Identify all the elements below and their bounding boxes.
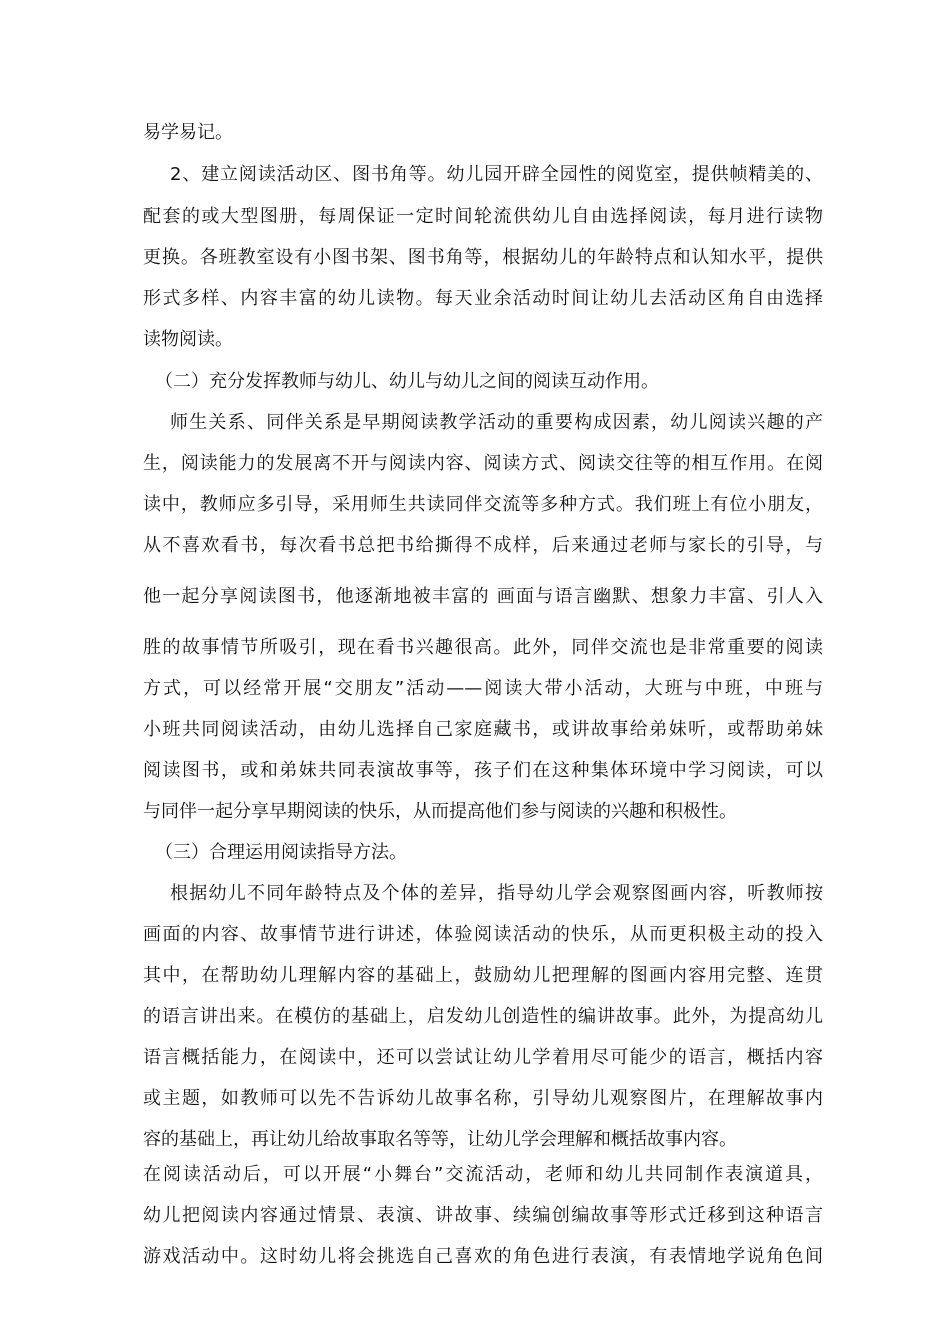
text-line: 幼儿把阅读内容通过情景、表演、讲故事、续编创编故事等形式迁移到这种语言 [143,1205,823,1226]
section-heading: （三）合理运用阅读指导方法。 [155,842,407,863]
text-line: 画面的内容、故事情节进行讲述，体验阅读活动的快乐，从而更积极主动的投入 [143,924,823,945]
text-line: 读中，教师应多引导，采用师生共读同伴交流等多种方式。我们班上有位小朋友， [143,494,823,515]
text-line: 易学易记。 [143,122,233,143]
text-line: 胜的故事情节所吸引，现在看书兴趣很高。此外，同伴交流也是非常重要的阅读 [143,637,823,658]
text-line: 形式多样、内容丰富的幼儿读物。每天业余活动时间让幼儿去活动区角自由选择 [143,288,823,309]
text-line: 根据幼儿不同年龄特点及个体的差异，指导幼儿学会观察图画内容，听教师按 [170,883,823,904]
text-line: 在阅读活动后，可以开展“小舞台”交流活动，老师和幼儿共同制作表演道具， [143,1164,823,1185]
text-line: 的语言讲出来。在模仿的基础上，启发幼儿创造性的编讲故事。此外，为提高幼儿 [143,1006,823,1027]
text-line: 其中，在帮助幼儿理解内容的基础上，鼓励幼儿把理解的图画内容用完整、连贯 [143,965,823,986]
text-line: 方式，可以经常开展“交朋友”活动——阅读大带小活动，大班与中班，中班与 [143,678,823,699]
text-line: 容的基础上，再让幼儿给故事取名等等，让幼儿学会理解和概括故事内容。 [143,1129,737,1150]
text-line: 语言概括能力，在阅读中，还可以尝试让幼儿学着用尽可能少的语言，概括内容 [143,1047,823,1068]
text-line: 与同伴一起分享早期阅读的快乐，从而提高他们参与阅读的兴趣和积极性。 [143,801,737,822]
text-line: 阅读图书，或和弟妹共同表演故事等，孩子们在这种集体环境中学习阅读，可以 [143,760,823,781]
text-line: 生，阅读能力的发展离不开与阅读内容、阅读方式、阅读交往等的相互作用。在阅 [143,453,823,474]
text-line: 读物阅读。 [143,329,233,350]
text-line: 更换。各班教室设有小图书架、图书角等，根据幼儿的年龄特点和认知水平，提供 [143,247,823,268]
text-line: 游戏活动中。这时幼儿将会挑选自己喜欢的角色进行表演，有表情地学说角色间 [143,1246,823,1267]
text-line: 小班共同阅读活动，由幼儿选择自己家庭藏书，或讲故事给弟妹听，或帮助弟妹 [143,719,823,740]
text-line: 从不喜欢看书，每次看书总把书给撕得不成样，后来通过老师与家长的引导，与 [143,535,823,556]
text-line: 配套的或大型图册，每周保证一定时间轮流供幼儿自由选择阅读，每月进行读物 [143,206,823,227]
text-line: 他一起分享阅读图书，他逐渐地被丰富的 画面与语言幽默、想象力丰富、引人入 [143,586,823,607]
text-line: 师生关系、同伴关系是早期阅读教学活动的重要构成因素，幼儿阅读兴趣的产 [170,412,823,433]
section-heading: （二）充分发挥教师与幼儿、幼儿与幼儿之间的阅读互动作用。 [155,371,659,392]
text-line: 2、建立阅读活动区、图书角等。幼儿园开辟全园性的阅览室，提供帧精美的、 [170,164,823,185]
text-line: 或主题，如教师可以先不告诉幼儿故事名称，引导幼儿观察图片，在理解故事内 [143,1088,823,1109]
